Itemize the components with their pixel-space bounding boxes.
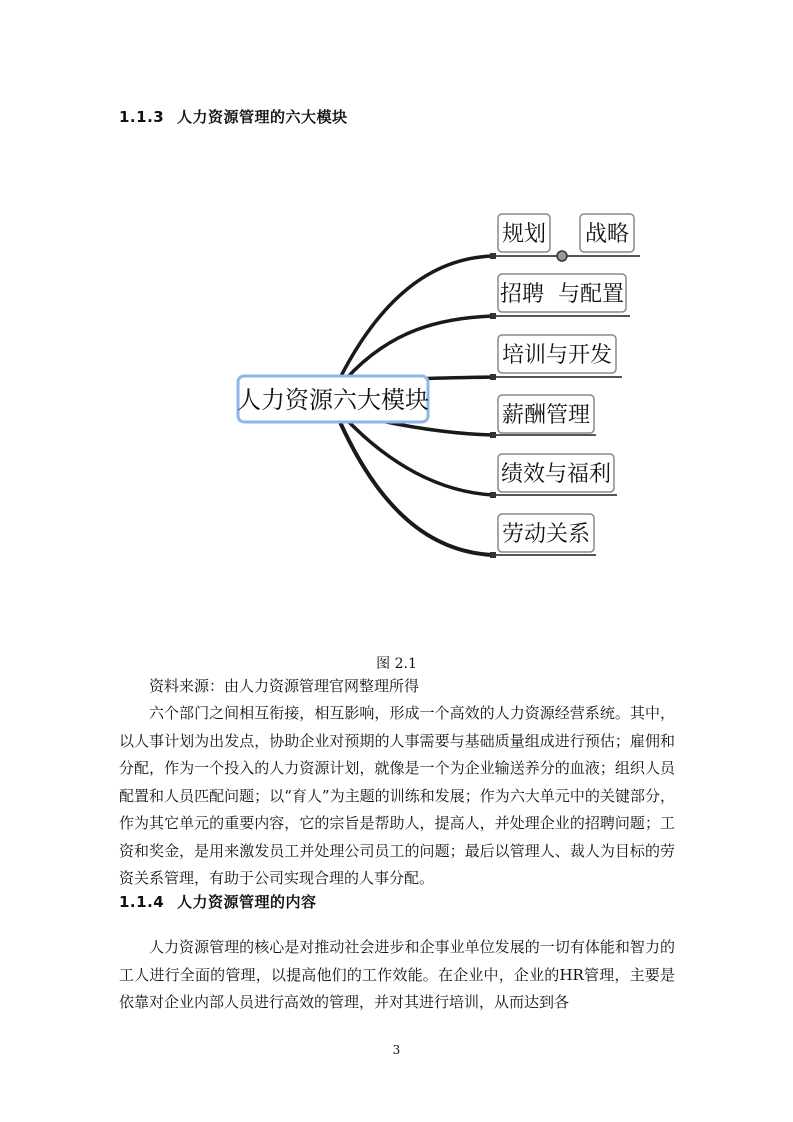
branch-label: 招聘 与配置 <box>500 282 624 307</box>
page-number: 3 <box>392 1043 401 1057</box>
branch-label: 绩效与福利 <box>500 462 612 487</box>
source-note: 资料来源：由人力资源管理官网整理所得 <box>149 677 420 695</box>
body-paragraph-1: 六个部门之间相互衔接，相互影响，形成一个高效的人力资源经营系统。其中，以人事计划为出发点，协助企业对预期的人事需要与基础质量组成进行预估；雇佣和分配，作为一个投入的人力资源计划，就像是一个为企业输送养分的血液；组织人员配置和人员匹配问题；以“育人”为主题的训练和发展；作为六大单元中的关键部分，作为其它单元的重要内容，它的宗旨是帮助人，提高人，并处理企业的招聘问题；工资和奖金，是用来激发员工并处理公司员工的问题；最后以管理人、裁人为目标的劳资关系管理，有助于公司实现合理的人事分配。 <box>119 704 675 887</box>
center-node-label: 人力资源六大模块 <box>237 386 429 414</box>
branch-label: 规划 <box>501 222 547 247</box>
branch-label: 战略 <box>584 222 630 247</box>
branch-label: 培训与开发 <box>501 343 613 368</box>
branch-node-performance <box>498 454 614 492</box>
section-title: 人力资源管理的内容 <box>177 893 317 911</box>
branch-node-compensation <box>498 395 594 433</box>
section-heading-1-1-4 <box>119 891 317 912</box>
section-number: 1.1.3 <box>119 108 165 126</box>
connector-end-dots <box>490 253 496 558</box>
branch-node-strategy <box>580 214 634 252</box>
branch-node-planning <box>498 214 550 252</box>
section-number: 1.1.4 <box>119 893 165 911</box>
branch-node-recruitment <box>498 274 626 312</box>
figure-caption: 图 2.1 <box>376 656 417 672</box>
center-node <box>237 376 429 422</box>
branch-node-labor-relations <box>498 514 594 552</box>
body-paragraph-2: 人力资源管理的核心是对推动社会进步和企事业单位发展的一切有体能和智力的工人进行全面的管理，以提高他们的工作效能。在企业中，企业的HR管理，主要是依靠对企业内部人员进行高效的管理，并对其进行培训，从而达到各 <box>119 938 675 1011</box>
branch-node-training <box>498 335 616 373</box>
branch-label: 薪酬管理 <box>501 403 591 428</box>
link-node-icon <box>557 251 567 261</box>
section-title: 人力资源管理的六大模块 <box>177 108 348 126</box>
branch-label: 劳动关系 <box>501 522 591 547</box>
